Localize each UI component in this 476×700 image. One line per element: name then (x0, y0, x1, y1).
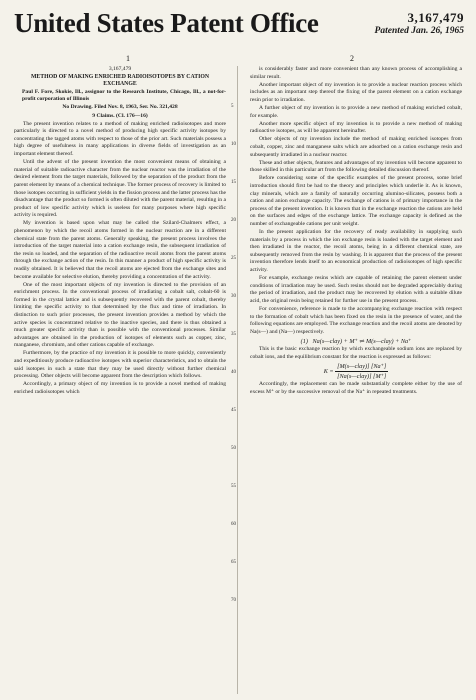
line-number: 50 (231, 446, 236, 451)
patent-date: Patented Jan. 26, 1965 (374, 26, 464, 36)
column-number-left: 1 (126, 54, 130, 63)
paragraph: These and other objects, features and advantages of my invention will become apparent to those skilled in this particular art from the following detailed discussion thereof. (250, 159, 462, 174)
fraction-denominator: [Na(s—clay)] [M⁺] (337, 372, 387, 380)
line-number: 10 (231, 142, 236, 147)
paragraph: Accordingly, the replacement can be made substantially complete either by the use of excess M⁺ or by the successive removal of the Na⁺ in repeated treatments. (250, 381, 462, 396)
paragraph: Another important object of my invention is to provide a nuclear reaction process which includes as an important step thereof the fixing of the parent element on a cation exchange resin prior to irradiation. (250, 81, 462, 103)
paragraph: In the present application for the recovery of ready availability in supplying such materials by a process in which the ion exchange resin is loaded with the target element and then irradiated in the reactor, the recoil atoms, being in a different chemical state, are subsequently removed from the resin by washing. It is apparent that the process of the present invention therefore lends itself to an economical production of radioisotopes of high specific activity. (250, 228, 462, 273)
paragraph: For convenience, reference is made to the accompanying exchange reaction with respect to the formation of cobalt which has been fixed on the resin in the presence of water, and the following equations are employed. The exchange reaction and the recoil atoms are denoted by Na(s—) and (Na—) respectively. (250, 305, 462, 335)
assignor-line: Paul F. Fore, Skokie, Ill., assignor to the Research Institute, Chicago, Ill., a not-for-profit corporation of Illinois (22, 88, 226, 103)
line-number: 30 (231, 294, 236, 299)
paragraph: is considerably faster and more convenient than any known process of accomplishing a similar result. (250, 66, 462, 80)
line-number: 25 (231, 256, 236, 261)
fraction-numerator: [M(s—clay)] [Na⁺] (337, 362, 387, 370)
equation-prefix: K = (323, 367, 334, 375)
paragraph: A further object of my invention is to provide a new method of making enriched cobalt, for example. (250, 104, 462, 119)
paragraph: Other objects of my invention include the method of making enriched isotopes from cobalt, copper, zinc and manganese salts which are adsorbed on a cation exchange resin and subsequently irradiated in a nuclear reactor. (250, 136, 462, 158)
patent-header (14, 8, 464, 48)
filing-info: No Drawing. Filed Nov. 8, 1963, Ser. No. 321,428 (62, 104, 178, 111)
column-number-right: 2 (350, 54, 354, 63)
equation-fraction (335, 362, 388, 381)
line-number: 45 (231, 408, 236, 413)
column-divider (237, 66, 238, 694)
line-number: 40 (231, 370, 236, 375)
reaction-equation (250, 337, 462, 346)
line-number: 20 (231, 218, 236, 223)
paragraph: My invention is based upon what may be called the Szilard-Chalmers effect, a phenomenon by which the recoil atoms formed in the nuclear reaction are in a different chemical state from the parent atoms. Generally speaking, the present process involves the introduction of the target material into a cation exchange resin, the subsequent irradiation of the resin so loaded, and the separation of the radioactive recoil atoms from the parent atoms through the exchange action of the resin. In this manner a product of high specific activity is readily obtained. It is believed that the recoil atoms are ejected from the exchange sites and become available for selective elution, thereby providing a concentration of the activity. (14, 220, 226, 280)
claims-line: 9 Claims. (Cl. 176—16) (92, 112, 148, 119)
column-numbers (0, 54, 476, 64)
line-number: 55 (231, 484, 236, 489)
right-column (250, 66, 462, 696)
inline-patent-number: 3,167,479 (108, 66, 132, 72)
equation-body: Na(s—clay) + M⁺ ⇌ M(s—clay) + Na⁺ (312, 337, 412, 345)
paragraph: Another more specific object of my invention is to provide a new method of making radioactive isotopes, as will be apparent hereinafter. (250, 120, 462, 135)
line-number: 5 (231, 104, 234, 109)
office-title: United States Patent Office (14, 8, 319, 38)
patent-number: 3,167,479 (407, 10, 464, 25)
patent-title: METHOD OF MAKING ENRICHED RADIOISOTOPES BY CATION EXCHANGE (30, 73, 210, 88)
equilibrium-equation (250, 362, 462, 381)
paragraph: This is the basic exchange reaction by which exchangeable sodium ions are replaced by cobalt ions, and the equilibrium constant for the reaction is expressed as follows: (250, 346, 462, 360)
line-number: 15 (231, 180, 236, 185)
paragraph: For example, exchange resins which are capable of retaining the parent element under conditions of irradiation may be used. Such resins should not be degraded appreciably during the period of irradiation, and the product may be recovered by elution with a suitable dilute acid, the original resin being retained for further use in the present process. (250, 275, 462, 304)
paragraph: One of the most important objects of my invention is directed to the provision of an enrichment process. In the conventional process of irradiating a cobalt salt, cobalt-60 is formed in the crystal lattice and is subsequently recovered with the parent cobalt, thereby limiting the specific activity to that determined by the flux and time of irradiation. In distinction to such prior processes, the present invention provides a method by which the active species is concentrated relative to the inactive species, and there is thus obtained a much greater specific activity than is possible with the conventional processes. Similar advantages are obtained in the production of isotopes of elements such as copper, zinc, manganese, chromium, and other cations capable of exchange. (14, 281, 226, 349)
line-number: 70 (231, 598, 236, 603)
line-number: 35 (231, 332, 236, 337)
paragraph: Until the advent of the present invention the most convenient means of obtaining a material of suitable radioactive character from the nuclear reactor was the irradiation of the desired element from the target materials, followed by the separation of the product from the parent element by means of a chemical technique. The former process of recovery is limited to those isotopes occurring in sufficient yields in the fission process and the latter process has the disadvantage that the product so formed is often diluted with the parent material, resulting in a product of low specific activity which is useless for many purposes where high specific activity is required. (14, 159, 226, 219)
line-number: 60 (231, 522, 236, 527)
equation-number: (1) (300, 337, 308, 345)
paragraph: Furthermore, by the practice of my invention it is possible to more quickly, conveniently and expeditiously produce radioactive isotopes with superior characteristics, and to obtain the said isotopes in such a state that they may be used directly without further chemical processing. Other objects will become apparent from the description which follows. (14, 350, 226, 380)
line-number: 65 (231, 560, 236, 565)
left-column (14, 66, 226, 696)
paragraph: The present invention relates to a method of making enriched radioisotopes and more particularly is directed to a novel method of producing high specific activity isotopes by concentrating the tagged atoms with respect to those of the prior art. Such materials possess a high degree of usefulness in many applications in diverse fields of investigation as an important element thereof. (14, 120, 226, 158)
paragraph: Before considering some of the specific examples of the present process, some brief introduction should first be had to the theory and principles which underlie it. As is known, clay minerals, which are a family of naturally occurring alumino-silicates, possess both a cation and anion exchange capacity. The exchange of cations is of primary importance in the process of the present invention. It is known that in the exchange reaction the cations are held on the surfaces and edges of the exchange lattice. The exchange capacity is defined as the number of exchangeable cations per unit weight. (250, 175, 462, 227)
paragraph: Accordingly, a primary object of my invention is to provide a novel method of making enriched radioisotopes which (14, 381, 226, 395)
